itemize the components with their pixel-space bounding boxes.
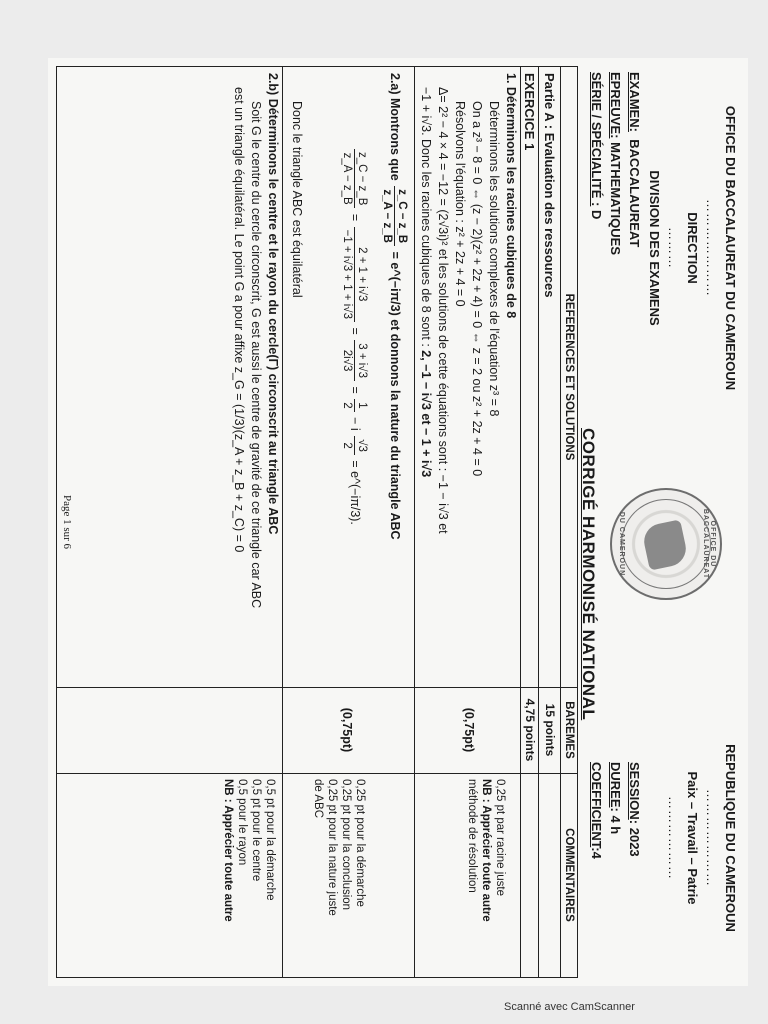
official-seal-icon	[610, 488, 722, 600]
part-a-points: 15 points	[543, 703, 557, 757]
epreuve-label: EPREUVE:	[608, 72, 623, 139]
comment-line: 0,25 pt pour la nature juste	[326, 779, 338, 916]
question-1-line: Δ= 2² − 4 × 4 = −12 = (2√3i)² et les solutions de cette équations sont : −1 − i√3 et	[436, 87, 450, 534]
duree-label: DUREE	[608, 762, 623, 808]
republic-header	[664, 718, 740, 958]
fraction-denominator: 2	[341, 402, 353, 409]
question-2a-title-end: et donnons la nature du triangle ABC	[388, 315, 403, 540]
fraction-denominator: −1 + i√3 + 1 + i√3	[341, 229, 353, 319]
scanner-watermark: Scanné avec CamScanner	[504, 1001, 635, 1013]
exercise-1-points: 4,75 points	[523, 698, 537, 762]
issuer-header	[645, 98, 740, 398]
fraction-denominator: z_A − z_B	[341, 152, 353, 205]
page-number: Page 1 sur 6	[61, 494, 73, 550]
seal-bottom-text: DU CAMEROUN	[618, 511, 625, 577]
dots: ………	[666, 227, 681, 269]
question-1-conclusion: −1 + i√3. Donc les racines cubiques de 8 sont :	[419, 87, 433, 351]
question-1-line: On a z³ − 8 = 0 ⇔ (z − 2)(z² + 2z + 4) = 0 ⇔ z = 2 ou z² + 2z + 4 = 0	[470, 101, 484, 477]
question-2b-line: Soit G le centre du cercle circonscrit, G est aussi le centre de gravité de ce triangle car ABC	[249, 101, 263, 609]
equation-result: = e^(−iπ/3).	[348, 460, 363, 525]
question-2a-conclusion: Donc le triangle ABC est équilatéral	[290, 101, 304, 298]
question-1	[417, 73, 519, 683]
fraction-numerator: 1	[354, 399, 369, 411]
part-a-label: Partie A : Evaluation des ressources	[542, 73, 557, 298]
national-motto: Paix – Travail – Patrie	[685, 771, 700, 905]
comment-line: 0,5 pt pour la démarche	[264, 779, 276, 901]
cubic-roots: 2, −1 − i√3 et − 1 + i√3	[419, 350, 433, 478]
fraction-numerator: 3 + i√3	[354, 340, 369, 381]
examen-value: BACCALAUREAT	[627, 139, 642, 248]
fraction-numerator: √3	[354, 436, 369, 455]
comment-line: NB : Apprécier toute autre	[222, 779, 234, 922]
dots: …………………	[704, 789, 719, 887]
comment-line: NB : Apprécier toute autre	[480, 779, 492, 922]
epreuve-value: MATHEMATIQUES	[608, 142, 623, 255]
comment-line: 0,25 pt pour la conclusion	[340, 779, 352, 911]
question-2b-comments	[221, 779, 277, 975]
minus-i: − i	[348, 417, 363, 431]
fraction-numerator: z_C − z_B	[354, 149, 369, 208]
direction-label: DIRECTION	[685, 212, 700, 284]
question-1-line: Déterminons les solutions complexes de l'équation z³ = 8	[487, 101, 501, 417]
question-2a-comments	[311, 779, 367, 975]
question-2a-bareme: (0,75pt)	[340, 707, 354, 753]
division-label: DIVISION DES EXAMENS	[647, 170, 662, 326]
question-2b-line: est un triangle équilatéral. Le point G a pour affixe z_G = (1/3)(z_A + z_B + z_C) = 0	[232, 87, 246, 553]
office-name: OFFICE DU BACCALAUREAT DU CAMEROUN	[723, 105, 738, 391]
question-2b	[230, 73, 281, 685]
question-1-bareme: (0,75pt)	[462, 707, 476, 753]
comment-line: 0,25 pt par racine juste	[494, 779, 506, 896]
question-1-line: Résolvons l'équation : z² + 2z + 4 = 0	[453, 101, 467, 307]
duree-value: : 4 h	[608, 807, 623, 835]
examen-label: EXAMEN:	[627, 72, 642, 132]
fraction-denominator: 2i√3	[341, 349, 353, 372]
header-solutions: REFERENCES ET SOLUTIONS	[563, 293, 575, 461]
question-2a-title-start: 2.a) Montrons que	[388, 73, 403, 185]
rotated-content	[48, 58, 748, 986]
header-baremes: BAREMES	[563, 701, 575, 759]
solution-table	[56, 66, 578, 978]
fraction-numerator: 2 + 1 + i√3	[354, 227, 369, 322]
document-title: CORRIGÉ HARMONISÉ NATIONAL	[579, 428, 598, 721]
session-label: SESSION	[627, 762, 642, 820]
fraction-denominator: 2	[341, 442, 353, 449]
comment-line: méthode de résolution	[466, 779, 478, 893]
comment-line: de ABC	[312, 779, 324, 818]
question-2a-title	[380, 73, 409, 540]
session-value: : 2023	[627, 819, 642, 857]
coefficient-value: :4	[589, 847, 604, 859]
question-1-title: 1. Déterminons les racines cubiques de 8	[504, 73, 518, 319]
document-page	[48, 58, 748, 986]
coefficient-label: COEFFICIENT	[589, 762, 604, 848]
question-1-comments	[465, 779, 507, 975]
question-2a-title-equation: = e^(−iπ/3)	[388, 248, 403, 316]
session-info	[587, 762, 644, 972]
header-commentaires: COMMENTAIRES	[563, 828, 575, 922]
comment-line: 0,5 pt pour le centre	[250, 779, 262, 882]
exam-info	[587, 72, 644, 402]
dots: ………………	[666, 796, 681, 880]
republic-name: REPUBLIQUE DU CAMEROUN	[723, 744, 738, 932]
fraction-numerator: z_C − z_B	[394, 186, 409, 246]
fraction-denominator: z_A − z_B	[381, 189, 393, 243]
question-1-line	[417, 73, 434, 683]
dots: …………………	[704, 199, 719, 297]
question-2a-computation: z_C − z_B z_A − z_B = 2 + 1 + i√3 −1 + i√3 + 1 + i√3 = 3 + i√3 2i√3 = 1 2 − i √3 2 = e^(−iπ/3).	[340, 147, 369, 525]
comment-line: 0,25 pt pour la démarche	[354, 779, 366, 907]
question-2b-title: 2.b) Déterminons le centre et le rayon du cercle(Γ) circonscrit au triangle ABC	[266, 73, 280, 535]
comment-line: 0,5 pour le rayon	[236, 779, 248, 866]
seal-top-text: OFFICE DU BACCALAUREAT	[702, 508, 716, 580]
serie-value: D	[589, 209, 604, 220]
serie-label: SÉRIE / SPÉCIALITÉ :	[589, 72, 604, 207]
exercise-1-label: EXERCICE 1	[522, 73, 537, 151]
